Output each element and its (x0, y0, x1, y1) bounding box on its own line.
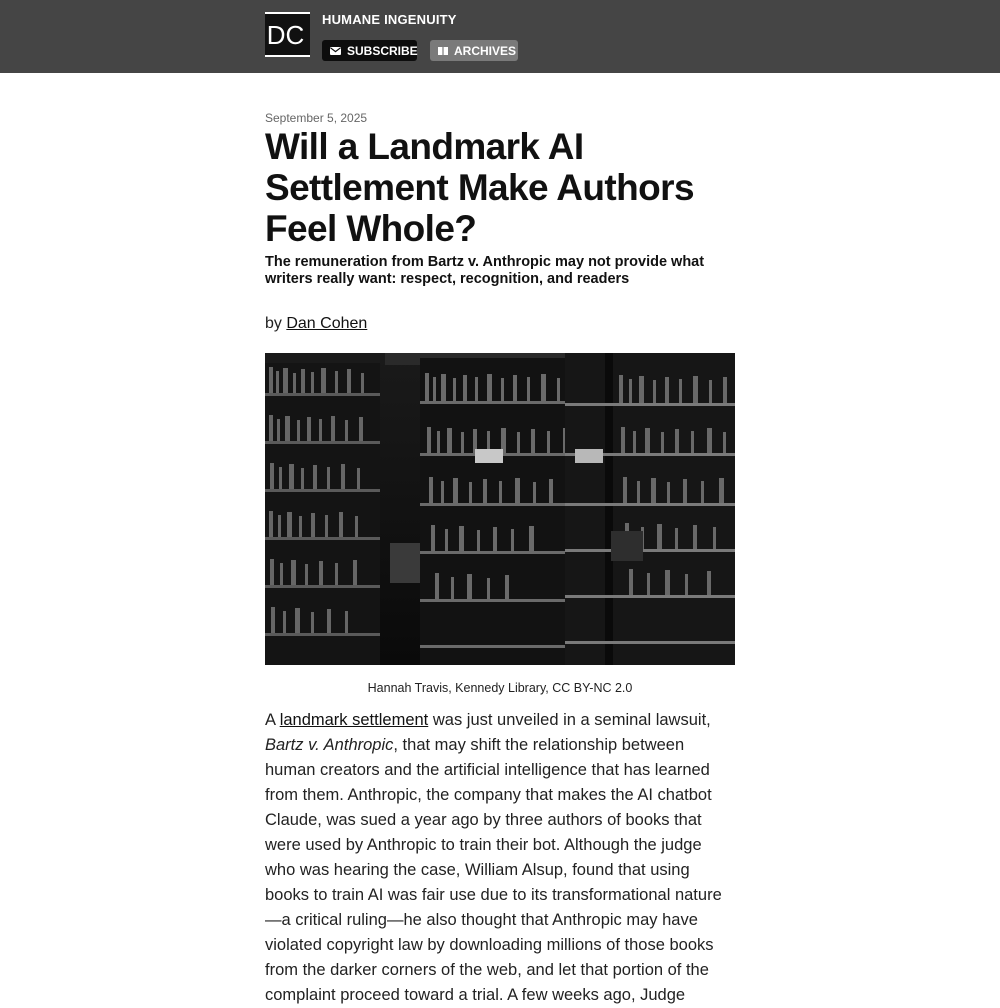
archives-button[interactable] (430, 40, 518, 61)
case-name: Bartz v. Anthropic (265, 736, 394, 754)
site-header (0, 0, 1000, 73)
subscribe-label: SUBSCRIBE (347, 43, 418, 58)
article-title: Will a Landmark AI Settlement Make Authors Feel Whole? (265, 126, 694, 249)
hero-image-library-stacks (265, 353, 735, 665)
logo-mark (265, 14, 306, 55)
article-body (265, 708, 735, 1008)
author-link[interactable]: Dan Cohen (286, 315, 368, 332)
image-caption: Hannah Travis, Kennedy Library, CC BY-NC 2.0 (367, 681, 633, 695)
library-stacks-illustration (265, 353, 735, 665)
logo-text: DC (266, 20, 305, 50)
archives-label: ARCHIVES (454, 43, 517, 58)
body-text-1: A (265, 711, 280, 729)
site-name[interactable]: HUMANE INGENUITY (322, 12, 457, 27)
envelope-icon (330, 47, 341, 55)
subscribe-button[interactable] (322, 40, 417, 61)
article-subtitle: The remuneration from Bartz v. Anthropic may not provide what writers really want: respect, recognition, and readers (265, 254, 705, 287)
site-logo[interactable] (265, 12, 310, 57)
post-date: September 5, 2025 (265, 111, 368, 125)
byline-prefix: by (265, 315, 287, 332)
book-icon (438, 47, 448, 55)
landmark-settlement-link[interactable]: landmark settlement (279, 711, 429, 729)
body-text-2: was just unveiled in a seminal lawsuit, (428, 711, 711, 729)
body-text-3: , that may shift the relationship between human creators and the artificial intelligence that has learned from them. Anthropic, the company that makes the AI chatbot Claude, was sued a year ago by three authors of books that were used by Anthropic to train their bot. Although the judge who was hearing the case, William Alsup, found that using books to train AI was fair use due to its transformational nature—a critical ruling—he also thought that Anthropic may have violated copyright law by downloading millions of those books from the darker corners of the web, and let that portion of the complaint proceed toward a trial. A few weeks ago, Judge (265, 736, 722, 1004)
byline (265, 315, 367, 333)
